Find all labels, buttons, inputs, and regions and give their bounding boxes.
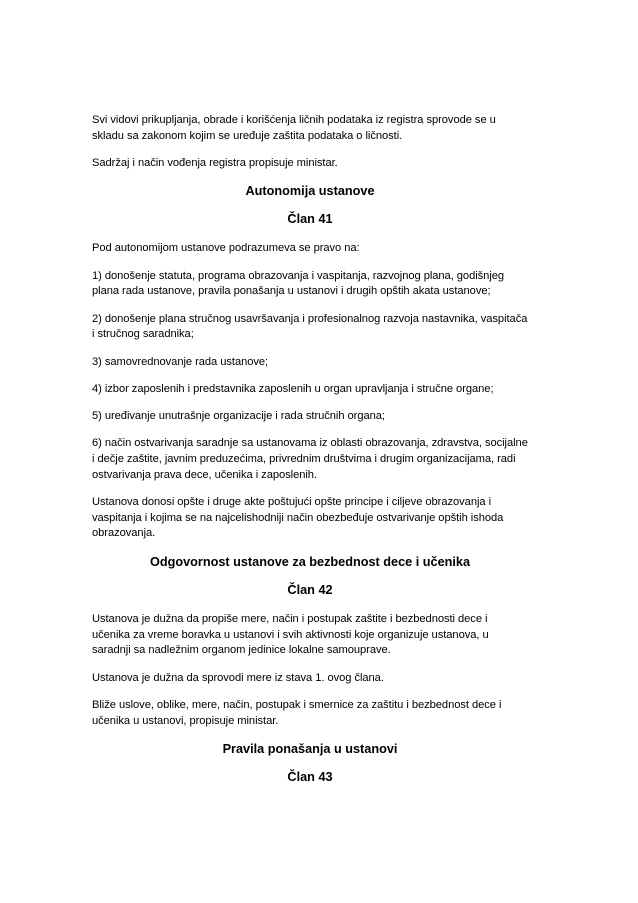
paragraph-general-acts: Ustanova donosi opšte i druge akte poštujući opšte principe i ciljeve obrazovanja i vaspitanja i kojima se na najcelishodniji način obezbeđuje ostvarivanje opštih ishoda obrazovanja.	[92, 495, 504, 540]
list-item-5: 5) uređivanje unutrašnje organizacije i rada stručnih organa;	[92, 409, 385, 422]
list-item-2: 2) donošenje plana stručnog usavršavanja i profesionalnog razvoja nastavnika, vaspitača i stručnog saradnika;	[92, 312, 528, 341]
paragraph-safety-measures: Ustanova je dužna da propiše mere, način i postupak zaštite i bezbednosti dece i učenika za vreme boravka u ustanovi i svih aktivnosti koje organizuje ustanova, u saradnji sa nadležnim organom jedinice lokalne samouprave.	[92, 612, 489, 657]
paragraph-autonomy-intro: Pod autonomijom ustanove podrazumeva se pravo na:	[92, 242, 360, 255]
list-item-3: 3) samovrednovanje rada ustanove;	[92, 355, 269, 368]
list-item-6: 6) način ostvarivanja saradnje sa ustanovama iz oblasti obrazovanja, zdravstva, socijalne i dečje zaštite, javnim preduzećima, privrednim društvima i drugim organizacijama, radi ostvarivanja prava dece, učenika i zaposlenih.	[92, 437, 528, 481]
document-page	[92, 113, 528, 799]
paragraph-registry-minister: Sadržaj i način vođenja registra propisuje ministar.	[92, 156, 338, 169]
section-heading-pravila: Pravila ponašanja u ustanovi	[222, 741, 398, 756]
section-heading-autonomija: Autonomija ustanove	[245, 184, 375, 199]
list-item-4: 4) izbor zaposlenih i predstavnika zaposlenih u organ upravljanja i stručne organe;	[92, 382, 494, 395]
paragraph-safety-minister: Bliže uslove, oblike, mere, način, postupak i smernice za zaštitu i bezbednost dece i učenika u ustanovi, propisuje ministar.	[92, 698, 502, 727]
paragraph-registry-data: Svi vidovi prikupljanja, obrade i korišćenja ličnih podataka iz registra sprovode se u skladu sa zakonom kojim se uređuje zaštita podataka o ličnosti.	[92, 114, 496, 142]
article-heading-41: Član 41	[287, 212, 333, 227]
article-heading-43: Član 43	[287, 769, 333, 784]
list-item-1: 1) donošenje statuta, programa obrazovanja i vaspitanja, razvojnog plana, godišnjeg plana rada ustanove, pravila ponašanja u ustanovi i drugih opštih akata ustanove;	[92, 269, 505, 298]
section-heading-odgovornost: Odgovornost ustanove za bezbednost dece i učenika	[149, 554, 471, 569]
article-heading-42: Član 42	[287, 582, 333, 597]
paragraph-safety-implement: Ustanova je dužna da sprovodi mere iz stava 1. ovog člana.	[92, 671, 384, 684]
